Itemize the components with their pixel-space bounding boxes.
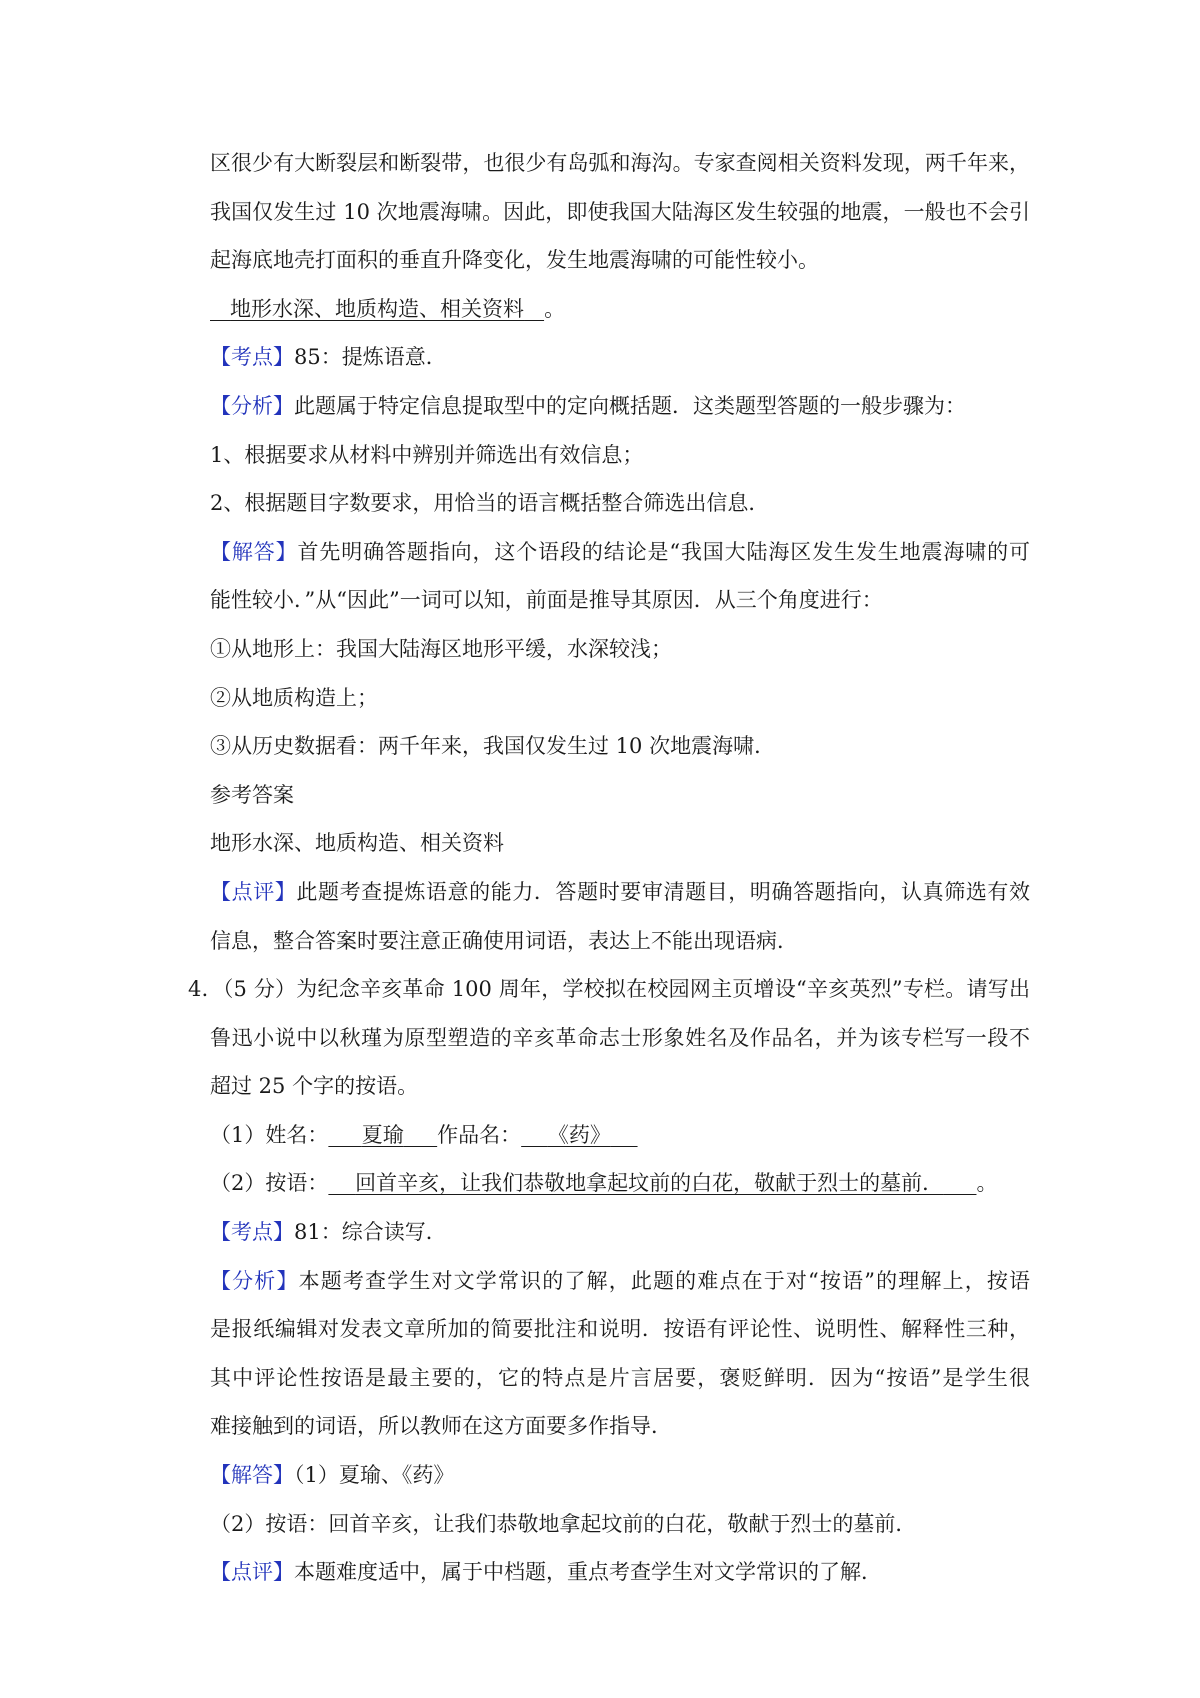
q3-answer-line: 地形水深、地质构造、相关资料 。 xyxy=(210,294,1030,324)
dianping-tag: 【点评】 xyxy=(210,1560,294,1585)
q3-text-line-1: 区很少有大断裂层和断裂带，也很少有岛弧和海沟。专家查阅相关资料发现，两千年来， xyxy=(210,151,1030,175)
q4-fenxi-line-1: 【分析】本题考查学生对文学常识的了解，此题的难点在于对“按语”的理解上，按语 xyxy=(210,1268,1031,1293)
q3-jieda-line-1: 【解答】首先明确答题指向，这个语段的结论是“我国大陆海区发生发生地震海啸的可 xyxy=(210,539,1031,564)
q3-text-line-3: 起海底地壳打面积的垂直升降变化，发生地震海啸的可能性较小。 xyxy=(210,248,819,273)
q4-fenxi-line-4: 难接触到的词语，所以教师在这方面要多作指导． xyxy=(210,1414,672,1439)
q4-sub-2: （2）按语： 回首辛亥，让我们恭敬地拿起坟前的白花，敬献于烈士的墓前． 。 xyxy=(210,1171,998,1196)
jieda-tag: 【解答】 xyxy=(210,539,298,564)
q4-jieda-2: （2）按语：回首辛亥，让我们恭敬地拿起坟前的白花，敬献于烈士的墓前． xyxy=(210,1511,917,1536)
fenxi-tag: 【分析】 xyxy=(210,393,294,418)
q4-name-fill: 夏瑜 xyxy=(361,1122,404,1147)
fenxi-tag: 【分析】 xyxy=(210,1268,299,1293)
q3-fenxi: 【分析】此题属于特定信息提取型中的定向概括题．这类题型答题的一般步骤为： xyxy=(210,393,966,418)
q3-jieda-line-2: 能性较小．”从“因此”一词可以知，前面是推导其原因．从三个角度进行： xyxy=(210,588,883,613)
q3-text-line-2: 我国仅发生过 10 次地震海啸。因此，即使我国大陆海区发生较强的地震，一般也不会引 xyxy=(210,199,1030,224)
q4-work-fill: 《药》 xyxy=(547,1122,611,1147)
q3-dianping-line-1: 【点评】此题考查提炼语意的能力．答题时要审清题目，明确答题指向，认真筛选有效 xyxy=(210,879,1031,904)
q4-number: 4． xyxy=(188,977,223,1002)
q3-dianping-line-2: 信息，整合答案时要注意正确使用词语，表达上不能出现语病． xyxy=(210,928,798,953)
q3-point-1: ①从地形上：我国大陆海区地形平缓，水深较浅； xyxy=(210,636,672,661)
q3-ref-title: 参考答案 xyxy=(210,782,294,807)
jieda-tag: 【解答】 xyxy=(210,1463,294,1488)
q4-dianping: 【点评】本题难度适中，属于中档题，重点考查学生对文学常识的了解． xyxy=(210,1560,882,1585)
document-page xyxy=(188,148,1031,1606)
q4-note-fill: 回首辛亥，让我们恭敬地拿起坟前的白花，敬献于烈士的墓前． xyxy=(355,1171,944,1196)
q4-line-1: 4．（5 分）为纪念辛亥革命 100 周年，学校拟在校园网主页增设“辛亥英烈”专栏。请写出 xyxy=(188,977,1030,1002)
q3-step-2: 2、根据题目字数要求，用恰当的语言概括整合筛选出信息． xyxy=(210,491,770,516)
q4-kaodian: 【考点】81：综合读写． xyxy=(210,1220,447,1245)
q3-point-2: ②从地质构造上； xyxy=(210,685,378,710)
q4-line-2: 鲁迅小说中以秋瑾为原型塑造的辛亥革命志士形象姓名及作品名，并为该专栏写一段不 xyxy=(210,1025,1030,1050)
q3-kaodian: 【考点】85：提炼语意． xyxy=(210,345,447,370)
q3-point-3: ③从历史数据看：两千年来，我国仅发生过 10 次地震海啸． xyxy=(210,734,776,759)
q3-ref-answer: 地形水深、地质构造、相关资料 xyxy=(210,831,504,856)
kaodian-tag: 【考点】 xyxy=(210,345,294,370)
q4-fenxi-line-3: 其中评论性按语是最主要的，它的特点是片言居要，褒贬鲜明．因为“按语”是学生很 xyxy=(210,1365,1030,1390)
dianping-tag: 【点评】 xyxy=(210,879,297,904)
q3-step-1: 1、根据要求从材料中辨别并筛选出有效信息； xyxy=(210,442,644,467)
q4-fenxi-line-2: 是报纸编辑对发表文章所加的简要批注和说明．按语有评论性、说明性、解释性三种， xyxy=(210,1317,1030,1342)
q4-jieda-1: 【解答】（1）夏瑜、《药》 xyxy=(210,1463,455,1488)
q3-answer-fill: 地形水深、地质构造、相关资料 xyxy=(230,296,525,321)
kaodian-tag: 【考点】 xyxy=(210,1220,294,1245)
q4-sub-1: （1）姓名： 夏瑜 作品名： 《药》 xyxy=(210,1120,1030,1150)
q4-line-3: 超过 25 个字的按语。 xyxy=(210,1074,419,1099)
